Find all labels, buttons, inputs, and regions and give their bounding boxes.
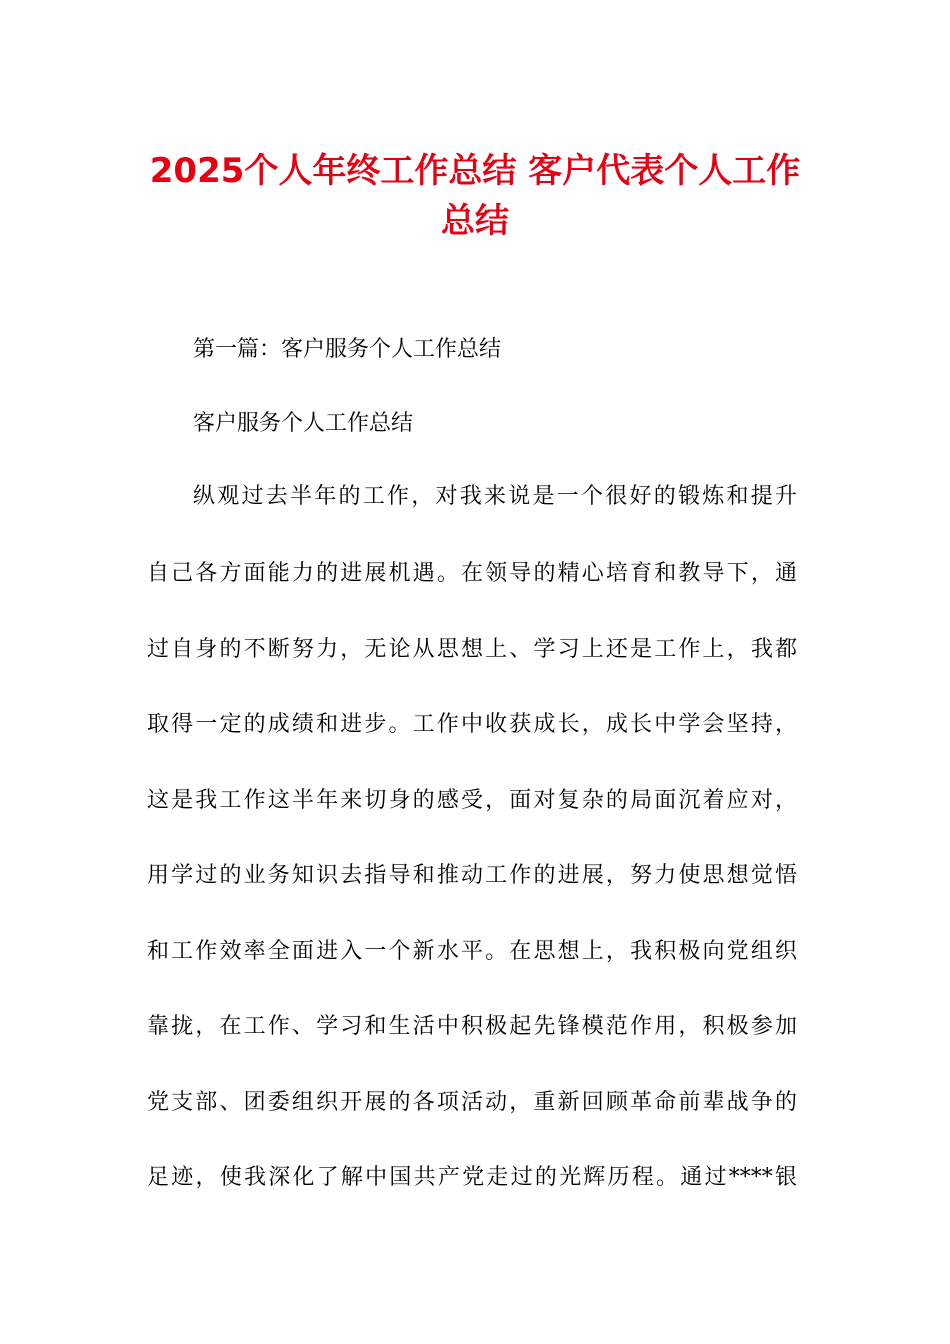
document-title: 2025个人年终工作总结 客户代表个人工作总结 [149,151,801,241]
paragraph-line: 和工作效率全面进入一个新水平。在思想上，我积极向党组织 [147,939,797,964]
paragraph-line: 取得一定的成绩和进步。工作中收获成长，成长中学会坚持， [147,712,797,737]
paragraph-line: 靠拢，在工作、学习和生活中积极起先锋模范作用，积极参加 [147,1014,797,1039]
paragraph-line: 足迹，使我深化了解中国共产党走过的光辉历程。通过****银 [147,1165,797,1190]
paragraph-line: 这是我工作这半年来切身的感受，面对复杂的局面沉着应对， [147,788,797,813]
section-heading: 第一篇：客户服务个人工作总结 [193,337,502,362]
paragraph-line: 用学过的业务知识去指导和推动工作的进展，努力使思想觉悟 [147,863,797,888]
paragraph-line: 党支部、团委组织开展的各项活动，重新回顾革命前辈战争的 [147,1090,797,1115]
paragraph-line: 自己各方面能力的进展机遇。在领导的精心培育和教导下，通 [147,561,797,586]
subheading: 客户服务个人工作总结 [193,411,414,436]
paragraph-line: 纵观过去半年的工作，对我来说是一个很好的锻炼和提升 [193,484,797,509]
paragraph-line: 过自身的不断努力，无论从思想上、学习上还是工作上，我都 [147,637,797,662]
